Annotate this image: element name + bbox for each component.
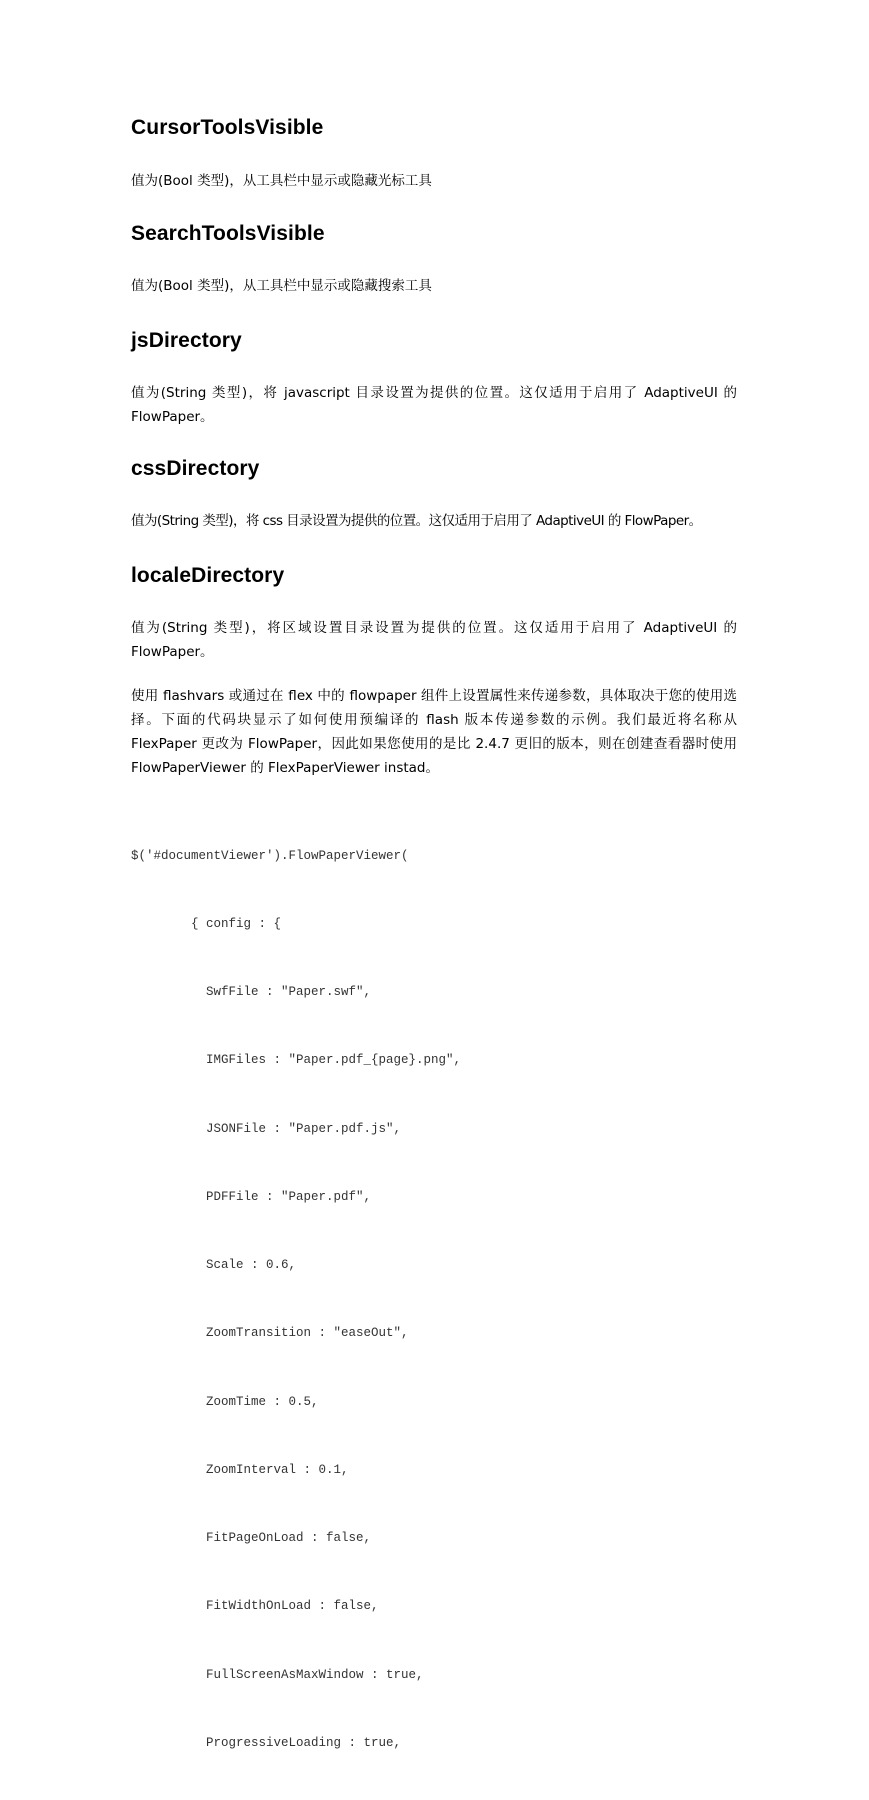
code-line: { config : {: [131, 916, 282, 931]
code-line: ZoomTime : 0.5,: [131, 1394, 319, 1409]
code-line: ZoomTransition : "easeOut",: [131, 1326, 409, 1341]
code-line: ProgressiveLoading : true,: [131, 1735, 402, 1750]
section-description-js-directory: 值为(String 类型)，将 javascript 目录设置为提供的位置。这仅适用于启用了 AdaptiveUI 的 FlowPaper。: [131, 385, 737, 425]
section-heading-locale-directory: localeDirectory: [131, 564, 285, 587]
section-heading-css-directory: cssDirectory: [131, 457, 260, 480]
section-description-cursor-tools-visible: 值为(Bool 类型)，从工具栏中显示或隐藏光标工具: [131, 173, 432, 189]
section-description-css-directory: 值为(String 类型)，将 css 目录设置为提供的位置。这仅适用于启用了 AdaptiveUI 的 FlowPaper。: [131, 513, 702, 529]
section-heading-search-tools-visible: SearchToolsVisible: [131, 222, 325, 245]
intro-paragraph: 使用 flashvars 或通过在 flex 中的 flowpaper 组件上设置属性来传递参数，具体取决于您的使用选择。下面的代码块显示了如何使用预编译的 flash 版本传递参数的示例。我们最近将名称从 FlexPaper 更改为 FlowPaper，因此如果您使用的是比 2.4.7 更旧的版本，则在创建查看器时使用 FlowPaperViewer 的 FlexPaperViewer instad。: [131, 688, 737, 776]
section-description-locale-directory: 值为(String 类型)，将区域设置目录设置为提供的位置。这仅适用于启用了 AdaptiveUI 的 FlowPaper。: [131, 620, 737, 660]
code-line: FullScreenAsMaxWindow : true,: [131, 1667, 424, 1682]
code-line: IMGFiles : "Paper.pdf_{page}.png",: [131, 1053, 462, 1068]
code-line: SwfFile : "Paper.swf",: [131, 985, 372, 999]
code-line: ZoomInterval : 0.1,: [131, 1462, 349, 1477]
code-line: $('#documentViewer').FlowPaperViewer(: [131, 848, 409, 863]
code-line: PDFFile : "Paper.pdf",: [131, 1189, 372, 1204]
code-line: Scale : 0.6,: [131, 1258, 297, 1272]
code-line: FitPageOnLoad : false,: [131, 1531, 372, 1545]
code-line: FitWidthOnLoad : false,: [131, 1599, 379, 1614]
section-heading-js-directory: jsDirectory: [131, 329, 242, 352]
code-block: [131, 799, 461, 1800]
section-description-search-tools-visible: 值为(Bool 类型)，从工具栏中显示或隐藏搜索工具: [131, 278, 432, 294]
code-line: JSONFile : "Paper.pdf.js",: [131, 1121, 402, 1136]
section-heading-cursor-tools-visible: CursorToolsVisible: [131, 116, 324, 139]
